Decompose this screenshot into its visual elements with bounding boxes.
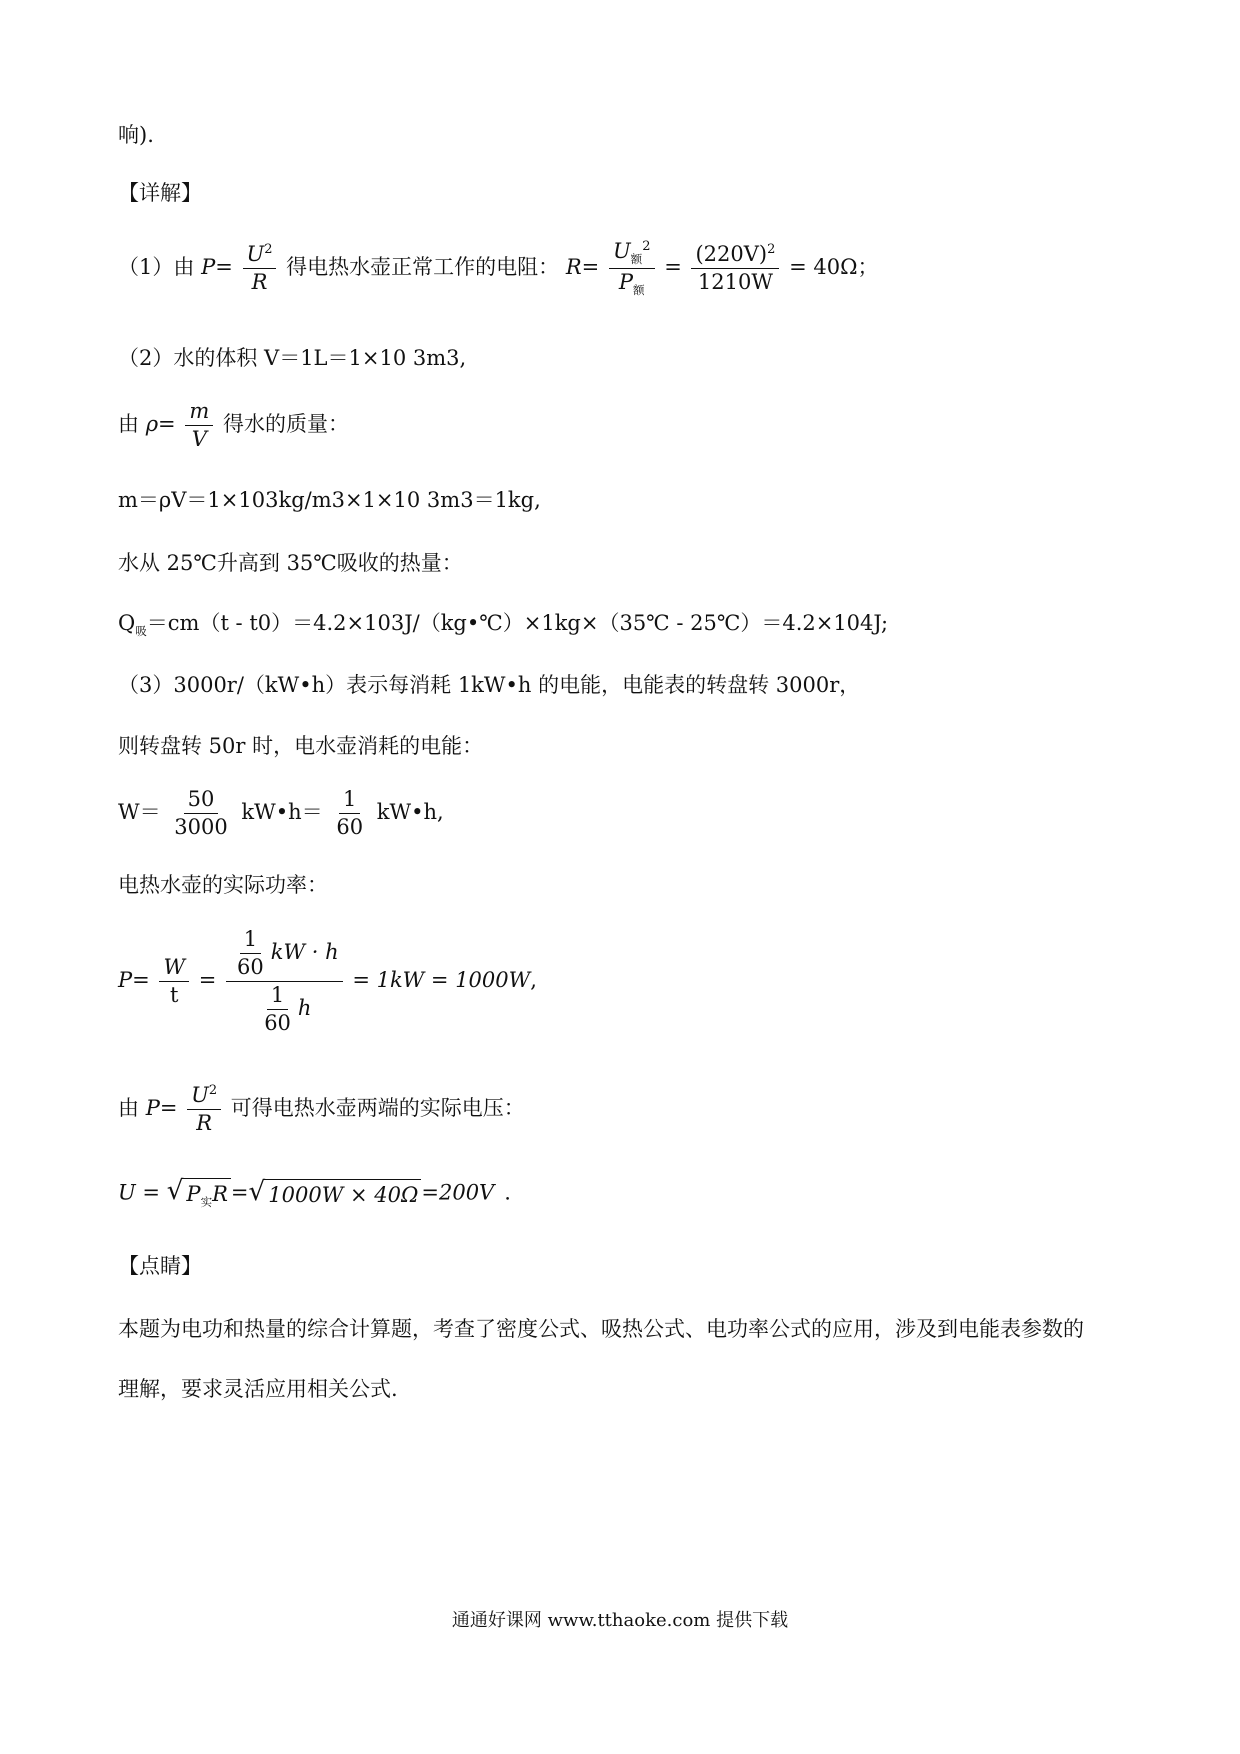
paragraph-heat-intro: 水从 25℃升高到 35℃吸收的热量： <box>118 551 463 575</box>
fraction-u2-over-r-2: $\frac{U^2}{R}$ <box>187 1084 221 1135</box>
fraction-w-over-t: $\frac{W}{t}$ <box>159 956 189 1007</box>
paragraph-power: P= $\frac{W}{t}$ = $\frac{1}{60}$ kW · h $\frac{1}{60}$ h = 1kW = 1000W, <box>118 927 537 1036</box>
summary-line-1: 本题为电功和热量的综合计算题，考查了密度公式、吸热公式、电功率公式的应用，涉及到电能表参数的 <box>118 1317 1084 1341</box>
paragraph-voltage-intro: 由 P= $\frac{U^2}{R}$ 可得电热水壶两端的实际电压： <box>118 1083 525 1136</box>
fraction-50-over-3000: $\frac{50}{3000}$ <box>174 787 228 840</box>
sqrt-sign: √ <box>248 1177 266 1208</box>
paragraph-resistance: （1）由 P= $\frac{U^2}{R}$ 得电热水壶正常工作的电阻： R= $\frac{U_额^2}{P_额}$ = $\frac{(220V)^2}{1210W}$ = 40Ω； <box>118 239 879 298</box>
paragraph-energy: W＝ $\frac{50}{3000}$ kW•h＝ $\frac{1}{60}$ kW•h, <box>118 787 444 840</box>
paragraph-mass: m＝ρV＝1×103kg/m3×1×10 3m3＝1kg, <box>118 488 541 512</box>
paragraph-heat: $Q_吸=cm(t$ - t0）＝4.2×103J/（kg•℃）×1kg×（35℃ - 25℃）＝4.2×104J; <box>118 611 889 639</box>
paragraph-meter: （3）3000r/（kW•h）表示每消耗 1kW•h 的电能，电能表的转盘转 3000r， <box>118 673 861 697</box>
summary-line-2: 理解，要求灵活应用相关公式. <box>118 1377 398 1401</box>
fraction-m-over-v: $\frac{m}{V}$ <box>185 400 213 451</box>
fraction-1-over-60: $\frac{1}{60}$ <box>336 787 364 840</box>
text-line-continuation: 响). <box>118 123 154 147</box>
fraction-rated-u2-over-p: $\frac{U_额^2}{P_额}$ <box>609 240 655 297</box>
sqrt-values: √ 1000W × 40Ω <box>249 1179 422 1208</box>
paragraph-power-intro: 电热水壶的实际功率： <box>118 873 328 897</box>
page-footer: 通通好课网 www.tthaoke.com 提供下载 <box>451 1610 789 1631</box>
fraction-u2-over-r: $\frac{U^2}{R}$ <box>243 243 277 294</box>
fraction-220v-over-1210w: $\frac{(220V)^2}{1210W}$ <box>691 243 779 294</box>
paragraph-voltage: U = √ $P_实R$ = √ 1000W × 40Ω =200V . <box>118 1176 511 1210</box>
section-heading-detail: 【详解】 <box>118 181 202 205</box>
paragraph-density: 由 ρ= $\frac{m}{V}$ 得水的质量： <box>118 399 349 452</box>
sqrt-pr: √ $P_实R$ <box>167 1178 231 1210</box>
paragraph-water-volume: （2）水的体积 V＝1L＝1×10 3m3, <box>118 346 467 370</box>
section-heading-point: 【点睛】 <box>118 1254 202 1278</box>
paragraph-energy-intro: 则转盘转 50r 时，电水壶消耗的电能： <box>118 734 484 758</box>
sqrt-sign: √ <box>166 1176 184 1206</box>
complex-fraction-power: $\frac{1}{60}$ kW · h $\frac{1}{60}$ h <box>226 928 343 1035</box>
